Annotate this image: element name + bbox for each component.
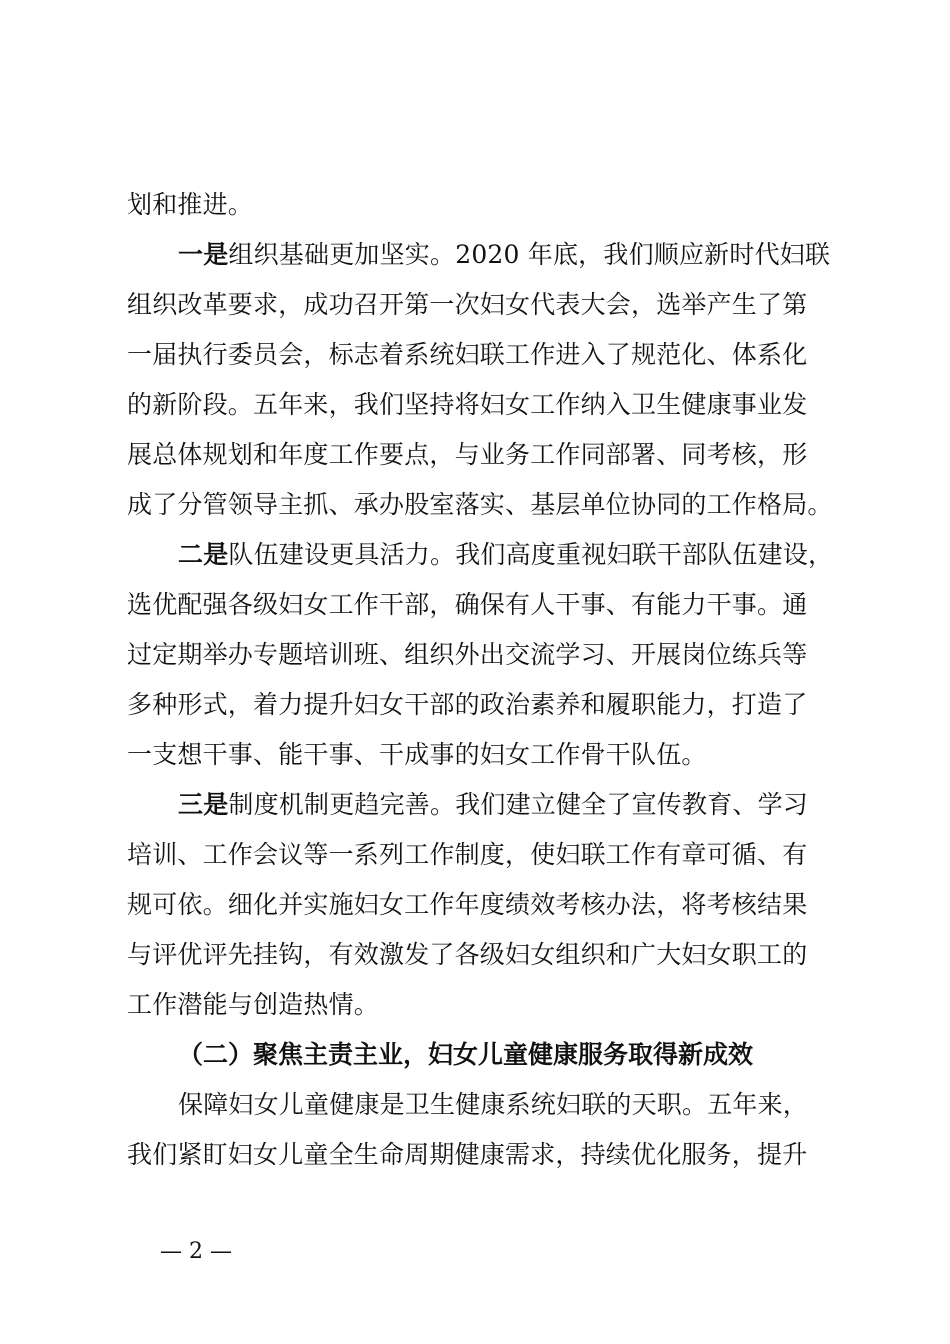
paragraph-line: 一支想干事、能干事、干成事的妇女工作骨干队伍。 bbox=[127, 740, 707, 769]
paragraph-line bbox=[178, 230, 830, 280]
paragraph-line: 一届执行委员会，标志着系统妇联工作进入了规范化、体系化 bbox=[127, 340, 808, 369]
paragraph-line bbox=[178, 530, 833, 580]
paragraph-line: 多种形式，着力提升妇女干部的政治素养和履职能力，打造了 bbox=[127, 690, 808, 719]
paragraph-lead: 一是 bbox=[178, 240, 229, 269]
paragraph-line: 规可依。细化并实施妇女工作年度绩效考核办法，将考核结果 bbox=[127, 890, 808, 919]
paragraph-text: 制度机制更趋完善。我们建立健全了宣传教育、学习 bbox=[228, 790, 809, 819]
paragraph-line: 工作潜能与创造热情。 bbox=[127, 990, 380, 1019]
page-number: — 2 — bbox=[160, 1239, 232, 1264]
paragraph-line: 我们紧盯妇女儿童全生命周期健康需求，持续优化服务，提升 bbox=[127, 1140, 808, 1169]
paragraph-line: 保障妇女儿童健康是卫生健康系统妇联的天职。五年来， bbox=[178, 1090, 809, 1119]
paragraph-line: 选优配强各级妇女工作干部，确保有人干事、有能力干事。通 bbox=[127, 590, 808, 619]
paragraph-line: 成了分管领导主抓、承办股室落实、基层单位协同的工作格局。 bbox=[127, 490, 833, 519]
paragraph-text: 组织基础更加坚实。2020 年底，我们顺应新时代妇联 bbox=[228, 240, 831, 269]
paragraph-line: 划和推进。 bbox=[127, 190, 254, 219]
paragraph-line: 培训、工作会议等一系列工作制度，使妇联工作有章可循、有 bbox=[127, 840, 808, 869]
paragraph-line: 过定期举办专题培训班、组织外出交流学习、开展岗位练兵等 bbox=[127, 640, 808, 669]
paragraph-line: 的新阶段。五年来，我们坚持将妇女工作纳入卫生健康事业发 bbox=[127, 390, 808, 419]
paragraph-lead: 三是 bbox=[178, 790, 229, 819]
paragraph-line bbox=[178, 780, 808, 830]
paragraph-line: 组织改革要求，成功召开第一次妇女代表大会，选举产生了第 bbox=[127, 290, 808, 319]
paragraph-text: 队伍建设更具活力。我们高度重视妇联干部队伍建设， bbox=[228, 540, 834, 569]
paragraph-line: 与评优评先挂钩，有效激发了各级妇女组织和广大妇女职工的 bbox=[127, 940, 808, 969]
section-heading: （二）聚焦主责主业，妇女儿童健康服务取得新成效 bbox=[178, 1040, 754, 1069]
paragraph-lead: 二是 bbox=[178, 540, 229, 569]
paragraph-line: 展总体规划和年度工作要点，与业务工作同部署、同考核，形 bbox=[127, 440, 808, 469]
